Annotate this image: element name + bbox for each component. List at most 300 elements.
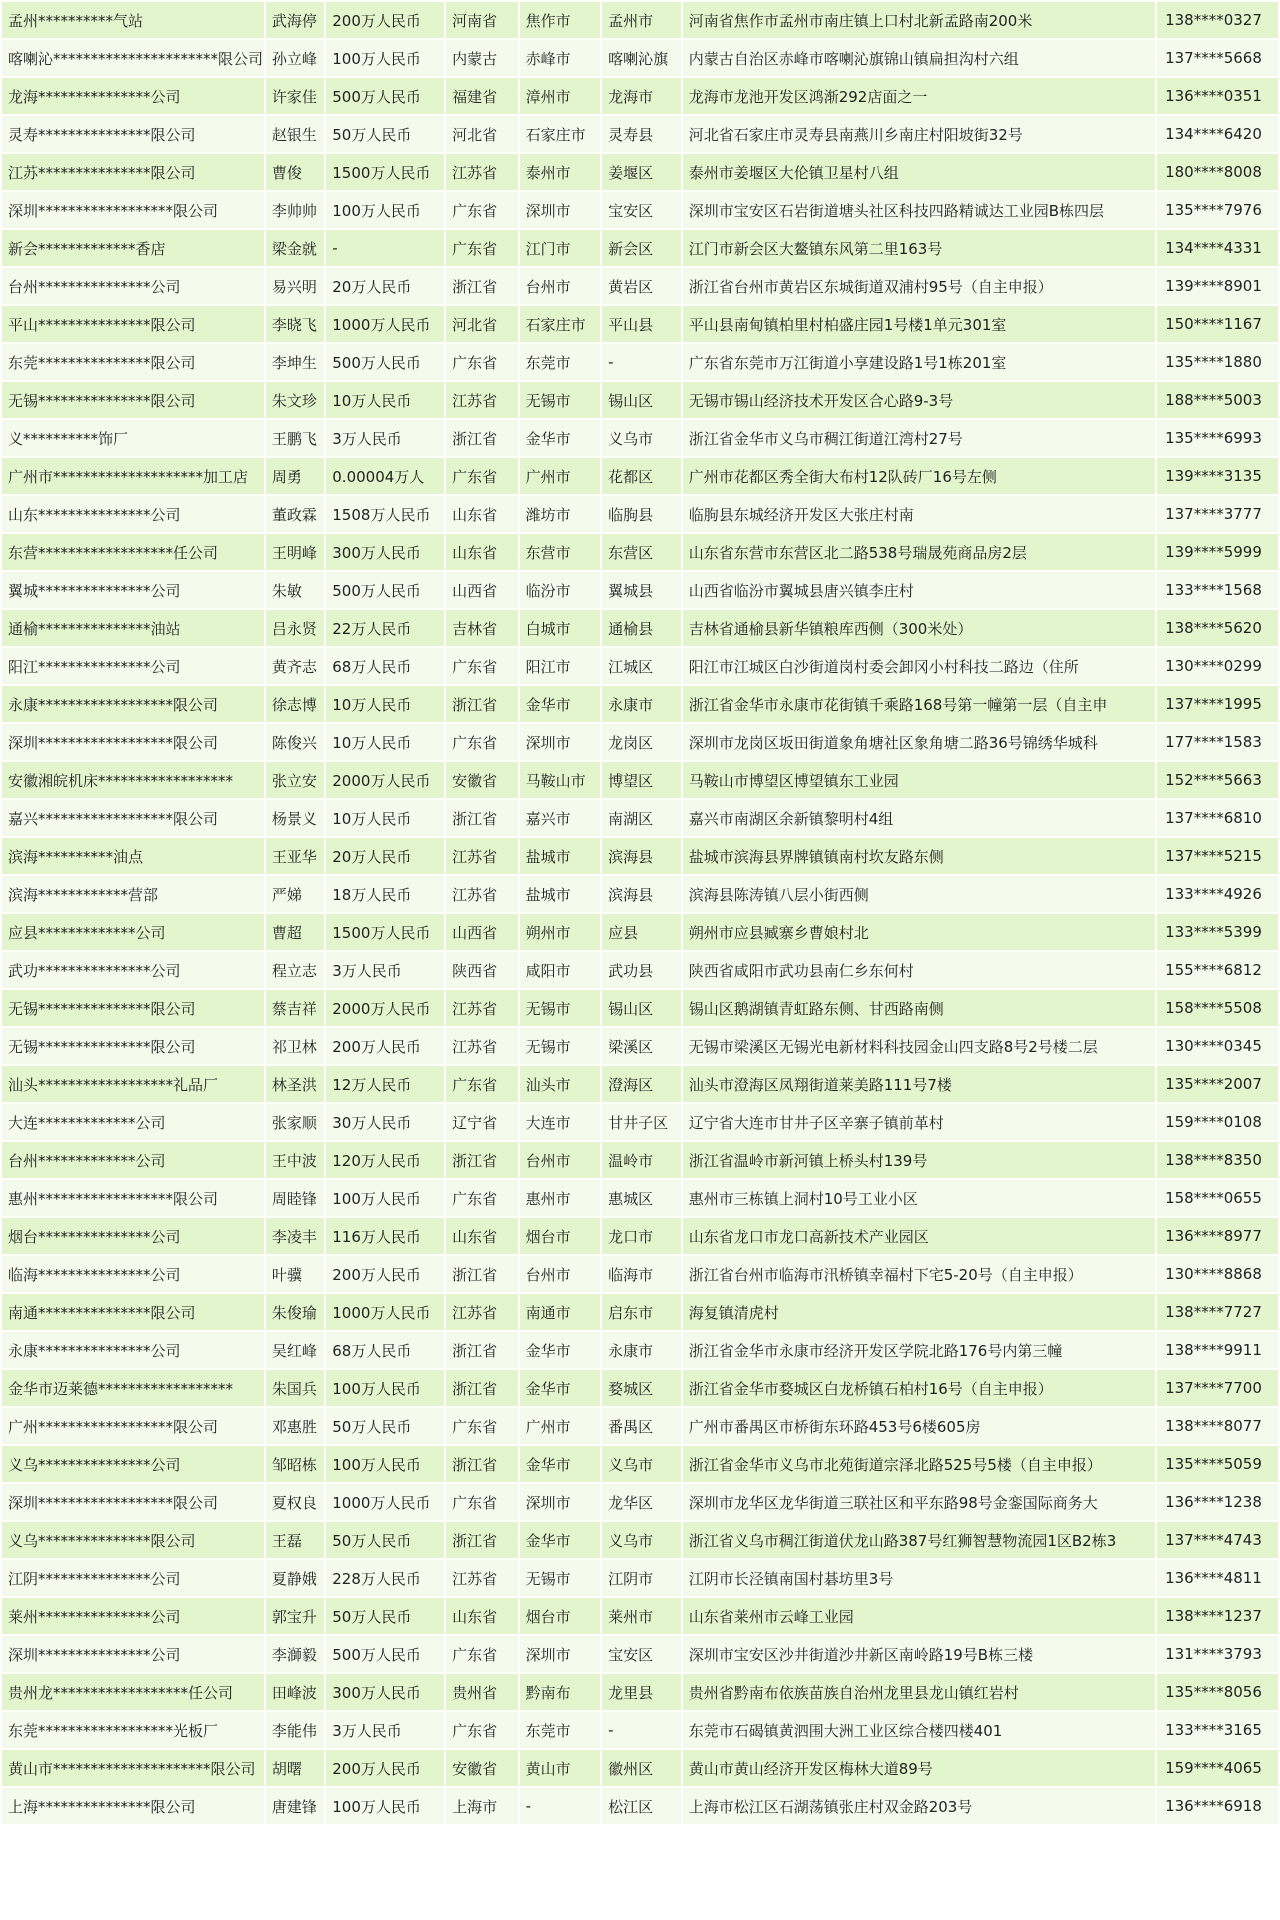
phone-cell: 136****0351 [1157,78,1278,114]
district-cell: 江城区 [602,648,681,684]
registered-capital-cell: 10万人民币 [326,686,444,722]
legal-person-cell: 邹昭栋 [266,1446,324,1482]
registered-capital-cell: - [326,230,444,266]
registered-capital-cell: 100万人民币 [326,1446,444,1482]
address-cell: 阳江市江城区白沙街道岗村委会卸冈小村科技二路边（住所 [683,648,1155,684]
phone-cell: 138****7727 [1157,1294,1278,1330]
phone-cell: 158****5508 [1157,990,1278,1026]
company-name-cell: 通榆***************油站 [2,610,264,646]
address-cell: 陕西省咸阳市武功县南仁乡东何村 [683,952,1155,988]
phone-cell: 135****1880 [1157,344,1278,380]
phone-cell: 158****0655 [1157,1180,1278,1216]
province-cell: 广东省 [446,344,518,380]
company-name-cell: 台州*************公司 [2,1142,264,1178]
phone-cell: 130****8868 [1157,1256,1278,1292]
legal-person-cell: 易兴明 [266,268,324,304]
district-cell: 惠城区 [602,1180,681,1216]
legal-person-cell: 王鹏飞 [266,420,324,456]
table-row [2,1142,1278,1178]
address-cell: 泰州市姜堰区大伦镇卫星村八组 [683,154,1155,190]
company-name-cell: 深圳******************限公司 [2,192,264,228]
company-name-cell: 大连*************公司 [2,1104,264,1140]
address-cell: 黄山市黄山经济开发区梅林大道89号 [683,1750,1155,1786]
table-row [2,1446,1278,1482]
registered-capital-cell: 100万人民币 [326,192,444,228]
registered-capital-cell: 1000万人民币 [326,1484,444,1520]
province-cell: 贵州省 [446,1674,518,1710]
legal-person-cell: 梁金就 [266,230,324,266]
registered-capital-cell: 3万人民币 [326,1712,444,1748]
table-row [2,1218,1278,1254]
district-cell: 徽州区 [602,1750,681,1786]
table-row [2,458,1278,494]
table-row [2,382,1278,418]
district-cell: 喀喇沁旗 [602,40,681,76]
legal-person-cell: 吕永贤 [266,610,324,646]
province-cell: 河北省 [446,306,518,342]
registered-capital-cell: 1500万人民币 [326,914,444,950]
district-cell: - [602,1712,681,1748]
table-row [2,952,1278,988]
company-name-cell: 汕头******************礼品厂 [2,1066,264,1102]
province-cell: 江苏省 [446,990,518,1026]
table-row [2,762,1278,798]
phone-cell: 137****6810 [1157,800,1278,836]
registered-capital-cell: 10万人民币 [326,724,444,760]
table-row [2,1028,1278,1064]
phone-cell: 137****4743 [1157,1522,1278,1558]
district-cell: 龙岗区 [602,724,681,760]
legal-person-cell: 唐建锋 [266,1788,324,1824]
district-cell: 温岭市 [602,1142,681,1178]
table-row [2,1256,1278,1292]
company-name-cell: 义乌***************公司 [2,1446,264,1482]
registered-capital-cell: 200万人民币 [326,2,444,38]
province-cell: 广东省 [446,1066,518,1102]
province-cell: 安徽省 [446,762,518,798]
company-name-cell: 无锡***************限公司 [2,990,264,1026]
company-name-cell: 贵州龙******************任公司 [2,1674,264,1710]
table-row [2,724,1278,760]
address-cell: 贵州省黔南布依族苗族自治州龙里县龙山镇红岩村 [683,1674,1155,1710]
address-cell: 深圳市龙岗区坂田街道象角塘社区象角塘二路36号锦绣华城科 [683,724,1155,760]
district-cell: 婺城区 [602,1370,681,1406]
address-cell: 浙江省金华市义乌市北苑街道宗泽北路525号5楼（自主申报） [683,1446,1155,1482]
legal-person-cell: 王磊 [266,1522,324,1558]
city-cell: 漳州市 [520,78,601,114]
address-cell: 深圳市宝安区沙井街道沙井新区南岭路19号B栋三楼 [683,1636,1155,1672]
company-name-cell: 嘉兴******************限公司 [2,800,264,836]
address-cell: 浙江省金华市永康市经济开发区学院北路176号内第三幢 [683,1332,1155,1368]
city-cell: 台州市 [520,1256,601,1292]
company-name-cell: 烟台***************公司 [2,1218,264,1254]
table-row [2,990,1278,1026]
address-cell: 龙海市龙池开发区鸿渐292店面之一 [683,78,1155,114]
table-row [2,154,1278,190]
province-cell: 江苏省 [446,1028,518,1064]
city-cell: 无锡市 [520,990,601,1026]
address-cell: 海复镇清虎村 [683,1294,1155,1330]
registered-capital-cell: 500万人民币 [326,78,444,114]
legal-person-cell: 李溮毅 [266,1636,324,1672]
company-name-cell: 惠州******************限公司 [2,1180,264,1216]
city-cell: 焦作市 [520,2,601,38]
province-cell: 山西省 [446,914,518,950]
table-row [2,914,1278,950]
table-row [2,838,1278,874]
district-cell: 龙口市 [602,1218,681,1254]
address-cell: 浙江省金华市义乌市稠江街道江湾村27号 [683,420,1155,456]
company-name-cell: 喀喇沁**********************限公司 [2,40,264,76]
table-row [2,1180,1278,1216]
city-cell: 石家庄市 [520,306,601,342]
company-name-cell: 台州***************公司 [2,268,264,304]
table-row [2,534,1278,570]
province-cell: 广东省 [446,1712,518,1748]
province-cell: 广东省 [446,648,518,684]
legal-person-cell: 张家顺 [266,1104,324,1140]
city-cell: 深圳市 [520,1484,601,1520]
district-cell: 东营区 [602,534,681,570]
province-cell: 浙江省 [446,1332,518,1368]
address-cell: 无锡市锡山经济技术开发区合心路9-3号 [683,382,1155,418]
address-cell: 盐城市滨海县界牌镇镇南村坎友路东侧 [683,838,1155,874]
registered-capital-cell: 12万人民币 [326,1066,444,1102]
district-cell: 武功县 [602,952,681,988]
address-cell: 广州市番禺区市桥街东环路453号6楼605房 [683,1408,1155,1444]
table-row [2,1712,1278,1748]
district-cell: 义乌市 [602,1522,681,1558]
district-cell: 姜堰区 [602,154,681,190]
city-cell: 深圳市 [520,192,601,228]
legal-person-cell: 李帅帅 [266,192,324,228]
registered-capital-cell: 22万人民币 [326,610,444,646]
legal-person-cell: 夏静娥 [266,1560,324,1596]
legal-person-cell: 曹俊 [266,154,324,190]
province-cell: 江苏省 [446,838,518,874]
address-cell: 江门市新会区大鳌镇东风第二里163号 [683,230,1155,266]
district-cell: 南湖区 [602,800,681,836]
phone-cell: 137****3777 [1157,496,1278,532]
registered-capital-cell: 50万人民币 [326,1408,444,1444]
phone-cell: 159****4065 [1157,1750,1278,1786]
city-cell: 深圳市 [520,724,601,760]
province-cell: 广东省 [446,1408,518,1444]
table-row [2,420,1278,456]
table-row [2,1332,1278,1368]
legal-person-cell: 王明峰 [266,534,324,570]
city-cell: 白城市 [520,610,601,646]
registered-capital-cell: 18万人民币 [326,876,444,912]
company-name-cell: 广州市********************加工店 [2,458,264,494]
city-cell: 临汾市 [520,572,601,608]
legal-person-cell: 程立志 [266,952,324,988]
table-row [2,1750,1278,1786]
address-cell: 嘉兴市南湖区余新镇黎明村4组 [683,800,1155,836]
company-name-cell: 南通***************限公司 [2,1294,264,1330]
city-cell: 金华市 [520,686,601,722]
district-cell: 龙海市 [602,78,681,114]
company-name-cell: 义乌***************限公司 [2,1522,264,1558]
district-cell: 锡山区 [602,990,681,1026]
legal-person-cell: 杨景义 [266,800,324,836]
province-cell: 浙江省 [446,686,518,722]
phone-cell: 135****2007 [1157,1066,1278,1102]
registered-capital-cell: 200万人民币 [326,1028,444,1064]
legal-person-cell: 赵银生 [266,116,324,152]
company-name-cell: 临海***************公司 [2,1256,264,1292]
province-cell: 浙江省 [446,800,518,836]
registered-capital-cell: 50万人民币 [326,1522,444,1558]
address-cell: 河南省焦作市孟州市南庄镇上口村北新孟路南200米 [683,2,1155,38]
company-name-cell: 永康***************公司 [2,1332,264,1368]
registered-capital-cell: 2000万人民币 [326,990,444,1026]
registered-capital-cell: 1500万人民币 [326,154,444,190]
table-body [2,2,1278,1824]
table-row [2,1484,1278,1520]
legal-person-cell: 蔡吉祥 [266,990,324,1026]
phone-cell: 139****8901 [1157,268,1278,304]
address-cell: 汕头市澄海区凤翔街道莱美路111号7楼 [683,1066,1155,1102]
company-name-cell: 东营******************任公司 [2,534,264,570]
district-cell: 翼城县 [602,572,681,608]
city-cell: 黄山市 [520,1750,601,1786]
phone-cell: 130****0299 [1157,648,1278,684]
city-cell: 赤峰市 [520,40,601,76]
province-cell: 广东省 [446,230,518,266]
province-cell: 辽宁省 [446,1104,518,1140]
registered-capital-cell: 100万人民币 [326,1788,444,1824]
city-cell: 广州市 [520,1408,601,1444]
company-name-cell: 金华市迈莱德****************** [2,1370,264,1406]
table-row [2,230,1278,266]
phone-cell: 138****8077 [1157,1408,1278,1444]
registered-capital-cell: 0.00004万人 [326,458,444,494]
phone-cell: 133****3165 [1157,1712,1278,1748]
registered-capital-cell: 20万人民币 [326,268,444,304]
province-cell: 江苏省 [446,154,518,190]
city-cell: 石家庄市 [520,116,601,152]
registered-capital-cell: 68万人民币 [326,648,444,684]
city-cell: 金华市 [520,1446,601,1482]
province-cell: 安徽省 [446,1750,518,1786]
address-cell: 山西省临汾市翼城县唐兴镇李庄村 [683,572,1155,608]
registered-capital-cell: 20万人民币 [326,838,444,874]
registered-capital-cell: 50万人民币 [326,1598,444,1634]
province-cell: 陕西省 [446,952,518,988]
company-name-cell: 武功***************公司 [2,952,264,988]
district-cell: 孟州市 [602,2,681,38]
city-cell: 江门市 [520,230,601,266]
address-cell: 马鞍山市博望区博望镇东工业园 [683,762,1155,798]
province-cell: 江苏省 [446,382,518,418]
city-cell: 无锡市 [520,1560,601,1596]
district-cell: 澄海区 [602,1066,681,1102]
legal-person-cell: 严娣 [266,876,324,912]
address-cell: 平山县南甸镇柏里村柏盛庄园1号楼1单元301室 [683,306,1155,342]
district-cell: 甘井子区 [602,1104,681,1140]
company-name-cell: 深圳***************公司 [2,1636,264,1672]
address-cell: 深圳市龙华区龙华街道三联社区和平东路98号金銮国际商务大 [683,1484,1155,1520]
district-cell: 梁溪区 [602,1028,681,1064]
address-cell: 河北省石家庄市灵寿县南燕川乡南庄村阳坡街32号 [683,116,1155,152]
company-name-cell: 灵寿***************限公司 [2,116,264,152]
table-row [2,1104,1278,1140]
phone-cell: 131****3793 [1157,1636,1278,1672]
district-cell: 宝安区 [602,192,681,228]
company-name-cell: 东莞******************光板厂 [2,1712,264,1748]
registered-capital-cell: 1000万人民币 [326,1294,444,1330]
table-row [2,1370,1278,1406]
city-cell: 无锡市 [520,382,601,418]
city-cell: 无锡市 [520,1028,601,1064]
phone-cell: 138****8350 [1157,1142,1278,1178]
address-cell: 浙江省义乌市稠江街道伏龙山路387号红狮智慧物流园1区B2栋3 [683,1522,1155,1558]
company-name-cell: 孟州**********气站 [2,2,264,38]
address-cell: 东莞市石碣镇黄泗围大洲工业区综合楼四楼401 [683,1712,1155,1748]
district-cell: 永康市 [602,686,681,722]
legal-person-cell: 张立安 [266,762,324,798]
table-row [2,1674,1278,1710]
address-cell: 浙江省温岭市新河镇上桥头村139号 [683,1142,1155,1178]
legal-person-cell: 朱俊瑜 [266,1294,324,1330]
province-cell: 浙江省 [446,1256,518,1292]
phone-cell: 136****1238 [1157,1484,1278,1520]
legal-person-cell: 曹超 [266,914,324,950]
legal-person-cell: 徐志博 [266,686,324,722]
table-row [2,1560,1278,1596]
legal-person-cell: 朱敏 [266,572,324,608]
district-cell: 应县 [602,914,681,950]
city-cell: 台州市 [520,268,601,304]
province-cell: 山西省 [446,572,518,608]
legal-person-cell: 吴红峰 [266,1332,324,1368]
company-name-cell: 义**********饰厂 [2,420,264,456]
address-cell: 无锡市梁溪区无锡光电新材料科技园金山四支路8号2号楼二层 [683,1028,1155,1064]
district-cell: 松江区 [602,1788,681,1824]
address-cell: 浙江省金华市永康市花街镇千乘路168号第一幢第一层（自主申 [683,686,1155,722]
table-row [2,686,1278,722]
legal-person-cell: 许家佳 [266,78,324,114]
address-cell: 上海市松江区石湖荡镇张庄村双金路203号 [683,1788,1155,1824]
district-cell: 临朐县 [602,496,681,532]
city-cell: 汕头市 [520,1066,601,1102]
table-row [2,306,1278,342]
phone-cell: 138****9911 [1157,1332,1278,1368]
city-cell: 金华市 [520,420,601,456]
phone-cell: 188****5003 [1157,382,1278,418]
district-cell: 黄岩区 [602,268,681,304]
city-cell: 南通市 [520,1294,601,1330]
table-row [2,1598,1278,1634]
company-name-cell: 阳江***************公司 [2,648,264,684]
city-cell: 朔州市 [520,914,601,950]
district-cell: 宝安区 [602,1636,681,1672]
phone-cell: 133****5399 [1157,914,1278,950]
district-cell: 龙华区 [602,1484,681,1520]
legal-person-cell: 李坤生 [266,344,324,380]
city-cell: 嘉兴市 [520,800,601,836]
registered-capital-cell: 10万人民币 [326,800,444,836]
company-name-cell: 东莞***************限公司 [2,344,264,380]
province-cell: 浙江省 [446,1142,518,1178]
district-cell: - [602,344,681,380]
province-cell: 上海市 [446,1788,518,1824]
company-name-cell: 新会*************香店 [2,230,264,266]
city-cell: 泰州市 [520,154,601,190]
phone-cell: 135****8056 [1157,1674,1278,1710]
address-cell: 朔州市应县臧寨乡曹娘村北 [683,914,1155,950]
legal-person-cell: 田峰波 [266,1674,324,1710]
address-cell: 山东省莱州市云峰工业园 [683,1598,1155,1634]
city-cell: 金华市 [520,1522,601,1558]
registered-capital-cell: 1000万人民币 [326,306,444,342]
company-name-cell: 江阴***************公司 [2,1560,264,1596]
legal-person-cell: 李能伟 [266,1712,324,1748]
phone-cell: 137****7700 [1157,1370,1278,1406]
district-cell: 通榆县 [602,610,681,646]
company-name-cell: 无锡***************限公司 [2,382,264,418]
address-cell: 山东省东营市东营区北二路538号瑞晟苑商品房2层 [683,534,1155,570]
city-cell: 阳江市 [520,648,601,684]
phone-cell: 139****3135 [1157,458,1278,494]
province-cell: 浙江省 [446,1446,518,1482]
registered-capital-cell: 2000万人民币 [326,762,444,798]
province-cell: 内蒙古 [446,40,518,76]
address-cell: 滨海县陈涛镇八层小街西侧 [683,876,1155,912]
district-cell: 龙里县 [602,1674,681,1710]
legal-person-cell: 黄齐志 [266,648,324,684]
address-cell: 江阴市长泾镇南国村碁坊里3号 [683,1560,1155,1596]
company-name-cell: 翼城***************公司 [2,572,264,608]
province-cell: 山东省 [446,534,518,570]
table-row [2,268,1278,304]
city-cell: 惠州市 [520,1180,601,1216]
address-cell: 广州市花都区秀全街大布村12队砖厂16号左侧 [683,458,1155,494]
address-cell: 深圳市宝安区石岩街道塘头社区科技四路精诚达工业园B栋四层 [683,192,1155,228]
legal-person-cell: 武海停 [266,2,324,38]
district-cell: 莱州市 [602,1598,681,1634]
table-row [2,876,1278,912]
company-name-cell: 山东***************公司 [2,496,264,532]
district-cell: 灵寿县 [602,116,681,152]
company-name-cell: 江苏***************限公司 [2,154,264,190]
company-name-cell: 莱州***************公司 [2,1598,264,1634]
address-cell: 内蒙古自治区赤峰市喀喇沁旗锦山镇扁担沟村六组 [683,40,1155,76]
registered-capital-cell: 200万人民币 [326,1750,444,1786]
registered-capital-cell: 100万人民币 [326,1180,444,1216]
province-cell: 山东省 [446,1598,518,1634]
phone-cell: 136****6918 [1157,1788,1278,1824]
address-cell: 锡山区鹅湖镇青虹路东侧、甘西路南侧 [683,990,1155,1026]
phone-cell: 136****8977 [1157,1218,1278,1254]
company-name-cell: 应县*************公司 [2,914,264,950]
table-row [2,648,1278,684]
registered-capital-cell: 300万人民币 [326,1674,444,1710]
registered-capital-cell: 120万人民币 [326,1142,444,1178]
registered-capital-cell: 500万人民币 [326,572,444,608]
legal-person-cell: 周勇 [266,458,324,494]
district-cell: 江阴市 [602,1560,681,1596]
province-cell: 福建省 [446,78,518,114]
phone-cell: 135****5059 [1157,1446,1278,1482]
phone-cell: 137****1995 [1157,686,1278,722]
legal-person-cell: 李凌丰 [266,1218,324,1254]
company-name-cell: 龙海***************公司 [2,78,264,114]
city-cell: 金华市 [520,1370,601,1406]
province-cell: 广东省 [446,1636,518,1672]
registered-capital-cell: 116万人民币 [326,1218,444,1254]
